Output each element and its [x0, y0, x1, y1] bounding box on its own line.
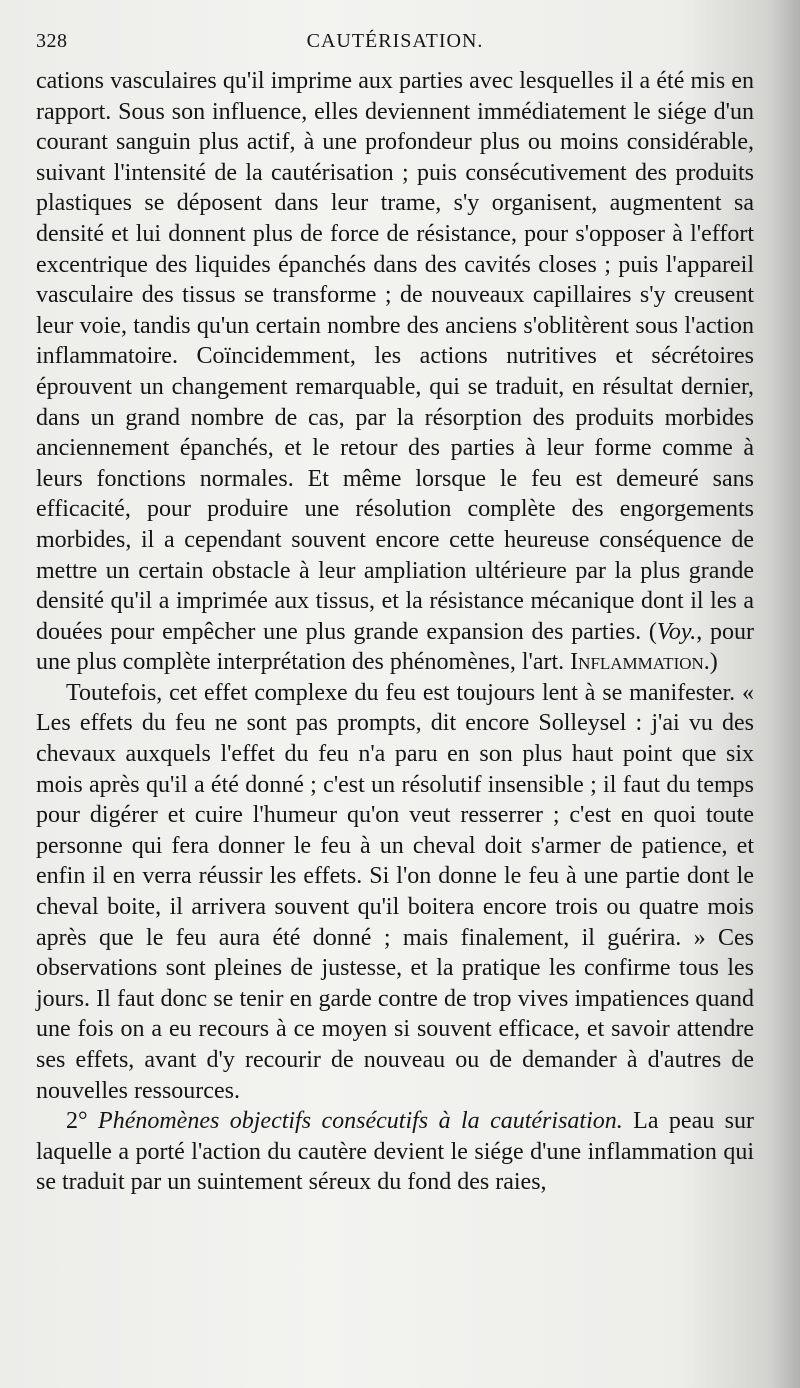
paragraph-1-continuation: , pour une plus complète interprétation des phénomènes, l'art.	[36, 618, 754, 676]
paragraph-1-text: cations vasculaires qu'il imprime aux parties avec lesquelles il a été mis en rapport. Sous son influence, elles deviennent immédiatement le siége d'un courant sanguin plus actif, à une profondeur plus ou moins considérable, suivant l'intensité de la cautérisation ; puis consécutivement des produits plastiques se déposent dans leur trame, s'y organisent, augmentent sa densité et lui donnent plus de force de résistance, pour s'opposer à l'effort excentrique des liquides épanchés dans des cavités closes ; puis l'appareil vasculaire des tissus se transforme ; de nouveaux capillaires s'y creusent leur voie, tandis qu'un certain nombre des anciens s'oblitèrent sous l'action inflammatoire. Coïncidemment, les actions nutritives et sécrétoires éprouvent un changement remarquable, qui se traduit, en résultat dernier, dans un grand nombre de cas, par la résorption des produits morbides anciennement épanchés, et le retour des parties à leur forme comme à leurs fonctions normales. Et même lorsque le feu est demeuré sans efficacité, pour produire une résolution complète des engorgements morbides, il a cependant souvent encore cette heureuse conséquence de mettre un certain obstacle à leur ampliation ultérieure par la plus grande densité qu'il a imprimée aux tissus, et la résistance mécanique dont il les a douées pour empêcher une plus grande expansion des parties. (	[36, 68, 754, 645]
paragraph-3-heading: Phénomènes objectifs consécutifs à la cautérisation.	[98, 1108, 623, 1135]
running-head	[36, 30, 754, 66]
paragraph-2: Toutefois, cet effet complexe du feu est toujours lent à se manifester. « Les effets du feu ne sont pas prompts, dit encore Solleysel : j'ai vu des chevaux auxquels l'effet du feu n'a paru en son plus haut point que six mois après qu'il a été donné ; c'est un résolutif insensible ; il faut du temps pour digérer et cuire l'humeur qu'on veut resserrer ; c'est en quoi toute personne qui fera donner le feu à un cheval doit s'armer de patience, et enfin il en verra réussir les effets. Si l'on donne le feu à une partie dont le cheval boite, il arrivera souvent qu'il boitera encore trois ou quatre mois après que le feu aura été donné ; mais finalement, il guérira. » Ces observations sont pleines de justesse, et la pratique les confirme tous les jours. Il faut donc se tenir en garde contre de trop vives impatiences quand une fois on a eu recours à ce moyen si souvent efficace, et savoir attendre ses effets, avant d'y recourir de nouveau ou de demander à d'autres de nouvelles ressources.	[36, 679, 754, 1104]
paragraph-3-number: 2°	[66, 1108, 99, 1135]
body-text	[36, 66, 754, 1198]
paragraph-3	[36, 1106, 754, 1198]
page-number: 328	[36, 30, 68, 52]
section-title: CAUTÉRISATION.	[306, 30, 484, 52]
paragraph-1-end: .)	[703, 649, 718, 676]
page-edge-shadow	[770, 0, 800, 1388]
cross-reference-inflammation: Inflammation	[570, 649, 704, 676]
voy-abbreviation: Voy.	[656, 618, 697, 645]
paragraph-1	[36, 66, 754, 678]
paragraph-3-text: La peau sur laquelle a porté l'action du cautère devient le siége d'une inflammation qui se traduit par un suintement séreux du fond des raies,	[36, 1108, 754, 1196]
